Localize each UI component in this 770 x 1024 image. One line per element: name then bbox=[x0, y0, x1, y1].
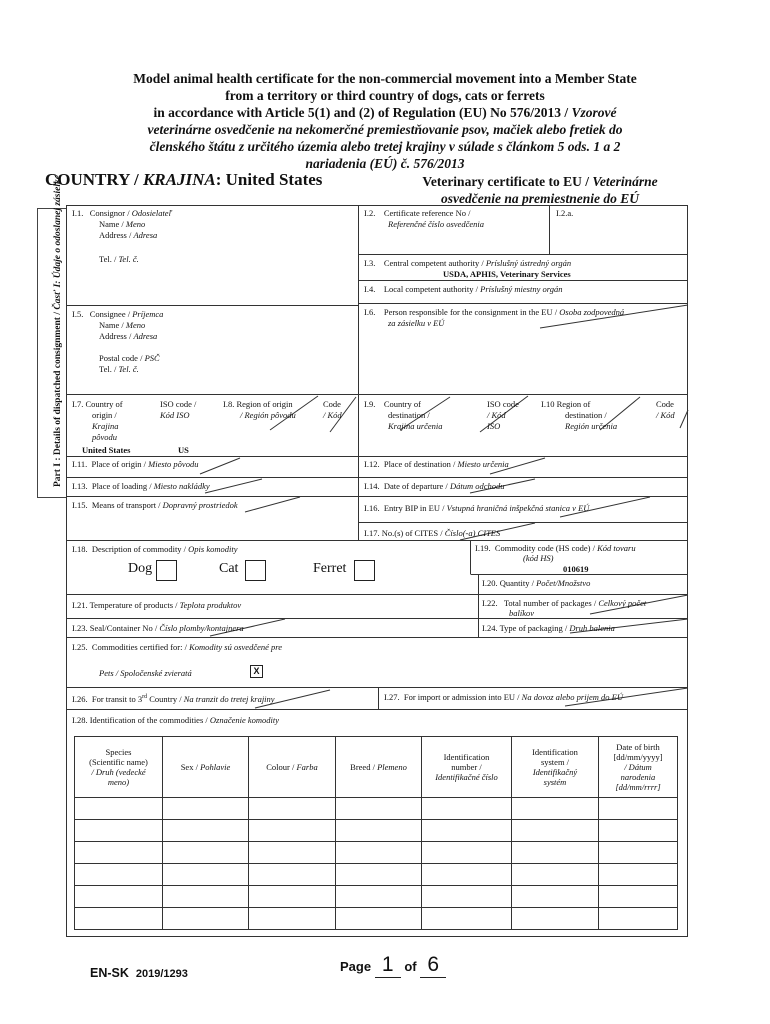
field-i17-cites[interactable]: I.17. No.(s) of CITES / Číslo(-a) CITES bbox=[364, 528, 501, 538]
reference-label-sk: Referenčné číslo osvedčenia bbox=[388, 219, 484, 229]
iso-code-label: ISO code / bbox=[160, 399, 197, 409]
table-cell[interactable] bbox=[512, 842, 599, 864]
table-cell[interactable] bbox=[336, 908, 422, 930]
field-i14-date-departure[interactable]: I.14. Date of departure / Dátum odchodu bbox=[364, 481, 505, 491]
table-cell[interactable] bbox=[163, 820, 249, 842]
region-origin-label-sk: / Región pôvodu bbox=[240, 410, 296, 420]
cat-label: Cat bbox=[219, 561, 239, 576]
country-origin-label: Country of bbox=[85, 399, 123, 409]
consignee-address-label: Address / Adresa bbox=[99, 331, 158, 341]
table-cell[interactable] bbox=[599, 842, 678, 864]
table-cell[interactable] bbox=[75, 908, 163, 930]
table-cell[interactable] bbox=[249, 886, 336, 908]
country-origin-value: United States bbox=[82, 445, 131, 455]
field-number: I.3. bbox=[364, 258, 376, 268]
field-i6-responsible-person[interactable] bbox=[364, 307, 624, 317]
consignor-label: Consignor / bbox=[89, 208, 130, 218]
table-cell[interactable] bbox=[422, 798, 512, 820]
table-cell[interactable] bbox=[422, 886, 512, 908]
ferret-label: Ferret bbox=[313, 561, 347, 576]
dog-checkbox[interactable] bbox=[156, 560, 177, 581]
country-destination-label: Country of bbox=[383, 399, 421, 409]
cat-checkbox[interactable] bbox=[245, 560, 266, 581]
dest-iso-label-3: ISO bbox=[487, 421, 501, 431]
table-cell[interactable] bbox=[512, 886, 599, 908]
of-label: of bbox=[404, 959, 417, 974]
field-i24-packaging[interactable]: I.24. Type of packaging / Druh balenia bbox=[482, 623, 615, 633]
table-cell[interactable] bbox=[599, 886, 678, 908]
region-destination-label: Region of bbox=[556, 399, 591, 409]
footer-lang-code: EN-SK bbox=[90, 966, 129, 980]
table-header-row bbox=[75, 737, 678, 798]
table-row bbox=[75, 864, 678, 886]
table-cell[interactable] bbox=[512, 820, 599, 842]
field-i16-entry-bip[interactable]: I.16. Entry BIP in EU / Vstupná hraničná inšpekčná stanica v EÚ bbox=[364, 503, 590, 513]
field-number: I.4. bbox=[364, 284, 376, 294]
pets-label: Pets / Spoločenské zvieratá bbox=[99, 668, 192, 678]
consignor-address-label: Address / Adresa bbox=[99, 230, 158, 240]
country-label: COUNTRY / bbox=[45, 170, 139, 189]
consignee-label-sk: Príjemca bbox=[132, 309, 164, 319]
packages-label-sk: balíkov bbox=[509, 608, 535, 618]
identification-table bbox=[74, 736, 678, 930]
table-cell[interactable] bbox=[249, 820, 336, 842]
pets-checkbox[interactable]: X bbox=[250, 665, 263, 678]
table-row bbox=[75, 820, 678, 842]
field-i28-identification: I.28. Identification of the commodities / Označenie komodity bbox=[72, 715, 280, 725]
table-cell[interactable] bbox=[75, 820, 163, 842]
local-authority-label-sk: Príslušný miestny orgán bbox=[480, 284, 563, 294]
field-i19-commodity-code[interactable]: I.19. Commodity code (HS code) / Kód tovaru bbox=[475, 543, 636, 553]
title-en-2: from a territory or third country of dogs, cats or ferrets bbox=[225, 88, 545, 103]
table-cell[interactable] bbox=[599, 798, 678, 820]
field-number: I.1. bbox=[72, 208, 84, 218]
table-cell[interactable] bbox=[249, 908, 336, 930]
col-colour: Colour / Farba bbox=[249, 737, 336, 798]
title-sk-1: veterinárne osvedčenie na nekomerčné premiestňovanie psov, mačiek alebo fretiek do bbox=[147, 122, 623, 137]
table-cell[interactable] bbox=[75, 798, 163, 820]
field-i9-country-destination[interactable] bbox=[364, 399, 421, 409]
table-cell[interactable] bbox=[336, 820, 422, 842]
commodity-code-label-sk: (kód HS) bbox=[523, 553, 554, 563]
part-one-label-sk: Časť I: Údaje o odoslanej zásielke bbox=[53, 175, 63, 310]
table-cell[interactable] bbox=[75, 886, 163, 908]
central-authority-label-sk: Príslušný ústredný orgán bbox=[485, 258, 572, 268]
country-destination-label-sk: Krajina určenia bbox=[388, 421, 443, 431]
country-origin-label-2: origin / bbox=[92, 410, 117, 420]
table-cell[interactable] bbox=[422, 864, 512, 886]
page-total: 6 bbox=[420, 953, 446, 978]
field-i25-certified-for[interactable]: I.25. Commodities certified for: / Komodity sú osvedčené pre bbox=[72, 642, 283, 652]
field-i21-temperature[interactable]: I.21. Temperature of products / Teplota produktov bbox=[72, 600, 242, 610]
col-date-birth: Date of birth [dd/mm/yyyy] / Dátum narodenia [dd/mm/rrrr] bbox=[599, 737, 678, 798]
table-cell[interactable] bbox=[336, 886, 422, 908]
footer-regulation: 2019/1293 bbox=[135, 968, 188, 980]
vet-cert-1: Veterinary certificate to EU / bbox=[422, 174, 590, 189]
title-en-1: Model animal health certificate for the non-commercial movement into a Member State bbox=[133, 71, 637, 86]
table-cell[interactable] bbox=[599, 820, 678, 842]
col-breed: Breed / Plemeno bbox=[336, 737, 422, 798]
region-destination-label-sk: Región určenia bbox=[565, 421, 618, 431]
dog-label: Dog bbox=[128, 561, 153, 576]
table-cell[interactable] bbox=[249, 798, 336, 820]
local-authority-label: Local competent authority / bbox=[383, 284, 479, 294]
region-destination-label-2: destination / bbox=[565, 410, 607, 420]
col-id-system: Identification system / Identifikačný systém bbox=[512, 737, 599, 798]
field-i4-local-authority[interactable] bbox=[364, 284, 562, 294]
table-row bbox=[75, 908, 678, 930]
footer-code bbox=[90, 966, 188, 980]
table-cell[interactable] bbox=[422, 908, 512, 930]
central-authority-label: Central competent authority / bbox=[383, 258, 484, 268]
table-cell[interactable] bbox=[163, 886, 249, 908]
dest-region-code-label: Code bbox=[656, 399, 674, 409]
table-cell[interactable] bbox=[512, 798, 599, 820]
country-label-sk: KRAJINA bbox=[142, 170, 216, 189]
table-cell[interactable] bbox=[422, 842, 512, 864]
region-code-label: Code bbox=[323, 399, 341, 409]
table-cell[interactable] bbox=[163, 842, 249, 864]
field-i1-consignor[interactable] bbox=[72, 208, 172, 218]
region-code-label-sk: / Kód bbox=[323, 410, 342, 420]
table-cell[interactable] bbox=[336, 842, 422, 864]
iso-code-label-sk: Kód ISO bbox=[160, 410, 190, 420]
field-i13-place-loading[interactable]: I.13. Place of loading / Miesto nakládky bbox=[72, 481, 210, 491]
field-number: I.8. bbox=[223, 399, 235, 409]
table-cell[interactable] bbox=[422, 820, 512, 842]
table-cell[interactable] bbox=[249, 864, 336, 886]
page-number: 1 bbox=[375, 953, 401, 978]
field-i2-reference[interactable] bbox=[364, 208, 470, 218]
iso-code-value: US bbox=[178, 445, 189, 455]
col-id-number: Identification number / Identifikačné číslo bbox=[422, 737, 512, 798]
table-cell[interactable] bbox=[336, 798, 422, 820]
table-cell[interactable] bbox=[599, 864, 678, 886]
country-value: : United States bbox=[215, 170, 323, 189]
table-cell[interactable] bbox=[163, 864, 249, 886]
col-sex: Sex / Pohlavie bbox=[163, 737, 249, 798]
field-i8-region-origin[interactable] bbox=[223, 399, 293, 409]
vet-cert-2: osvedčenie na premiestnenie do EÚ bbox=[441, 191, 639, 206]
consignor-name-label: Name / Meno bbox=[99, 219, 146, 229]
central-authority-value: USDA, APHIS, Veterinary Services bbox=[443, 269, 571, 279]
dest-iso-label: ISO code bbox=[487, 399, 519, 409]
field-number: I.9. bbox=[364, 399, 376, 409]
page-indicator bbox=[340, 953, 446, 978]
field-i15-means-transport[interactable]: I.15. Means of transport / Dopravný prostriedok bbox=[72, 500, 238, 510]
consignee-name-label: Name / Meno bbox=[99, 320, 146, 330]
table-cell[interactable] bbox=[512, 864, 599, 886]
consignee-postal-label: Postal code / PSČ bbox=[99, 353, 160, 363]
field-i20-quantity[interactable]: I.20. Quantity / Počet/Množstvo bbox=[482, 578, 591, 588]
table-cell[interactable] bbox=[336, 864, 422, 886]
table-cell[interactable] bbox=[163, 798, 249, 820]
field-i26-transit[interactable]: I.26. For transit to 3rd Country / Na tranzit do tretej krajiny bbox=[72, 693, 275, 704]
table-cell[interactable] bbox=[512, 908, 599, 930]
table-row bbox=[75, 842, 678, 864]
table-cell[interactable] bbox=[75, 864, 163, 886]
field-i10-region-destination[interactable] bbox=[541, 399, 590, 409]
region-origin-label: Region of origin bbox=[236, 399, 293, 409]
consignor-label-sk: Odosielateľ bbox=[131, 208, 172, 218]
field-i27-import[interactable]: I.27. For import or admission into EU / Na dovoz alebo prijem do EÚ bbox=[384, 692, 623, 702]
field-i18-description[interactable]: I.18. Description of commodity / Opis komodity bbox=[72, 544, 238, 554]
field-number: I.7. bbox=[72, 399, 84, 409]
field-i12-place-destination[interactable]: I.12. Place of destination / Miesto určenia bbox=[364, 459, 509, 469]
ferret-checkbox[interactable] bbox=[354, 560, 375, 581]
table-cell[interactable] bbox=[163, 908, 249, 930]
commodity-code-value: 010619 bbox=[563, 564, 589, 574]
country-origin-label-sk: Krajina bbox=[92, 421, 119, 431]
table-row bbox=[75, 886, 678, 908]
reference-label: Certificate reference No / bbox=[383, 208, 471, 218]
field-i3-central-authority[interactable] bbox=[364, 258, 571, 268]
part-one-label-en: Part I : Details of dispatched consignment / bbox=[53, 312, 63, 487]
page-label: Page bbox=[340, 959, 372, 974]
field-number: I.2. bbox=[364, 208, 376, 218]
field-number: I.10 bbox=[541, 399, 555, 409]
consignor-tel-label: Tel. / Tel. č. bbox=[99, 254, 139, 264]
table-cell[interactable] bbox=[249, 842, 336, 864]
consignee-label: Consignee / bbox=[89, 309, 131, 319]
vet-cert-1-sk: Veterinárne bbox=[592, 174, 658, 189]
responsible-person-label-sk2: za zásielku v EÚ bbox=[388, 318, 445, 328]
country-destination-label-2: destination / bbox=[388, 410, 430, 420]
field-i2a[interactable]: I.2.a. bbox=[556, 208, 574, 218]
field-i7-country-origin[interactable] bbox=[72, 399, 123, 409]
country-origin-label-sk2: pôvodu bbox=[92, 432, 118, 442]
field-i5-consignee[interactable] bbox=[72, 309, 163, 319]
title-sk-3: nariadenia (EÚ) č. 576/2013 bbox=[305, 156, 465, 171]
title-en-3: in accordance with Article 5(1) and (2) of Regulation (EU) No 576/2013 / bbox=[153, 105, 569, 120]
dest-region-code-label-sk: / Kód bbox=[656, 410, 675, 420]
table-cell[interactable] bbox=[75, 842, 163, 864]
field-i23-seal[interactable]: I.23. Seal/Container No / Číslo plomby/kontajnera bbox=[72, 623, 244, 633]
field-i11-place-origin[interactable]: I.11. Place of origin / Miesto pôvodu bbox=[72, 459, 199, 469]
responsible-person-label-sk: Osoba zodpovedná bbox=[559, 307, 625, 317]
field-number: I.5. bbox=[72, 309, 84, 319]
table-row bbox=[75, 798, 678, 820]
col-species: Species (Scientific name) / Druh (vedecké meno) bbox=[75, 737, 163, 798]
responsible-person-label: Person responsible for the consignment in the EU / bbox=[383, 307, 558, 317]
dest-iso-label-sk: / Kód bbox=[487, 410, 506, 420]
field-i22-packages[interactable]: I.22. Total number of packages / Celkový počet bbox=[482, 598, 647, 608]
consignee-tel-label: Tel. / Tel. č. bbox=[99, 364, 139, 374]
field-number: I.6. bbox=[364, 307, 376, 317]
table-cell[interactable] bbox=[599, 908, 678, 930]
title-sk-0: Vzorové bbox=[571, 105, 617, 120]
title-sk-2: členského štátu z určitého územia alebo tretej krajiny v súlade s článkom 5 ods. 1 a 2 bbox=[149, 139, 621, 154]
